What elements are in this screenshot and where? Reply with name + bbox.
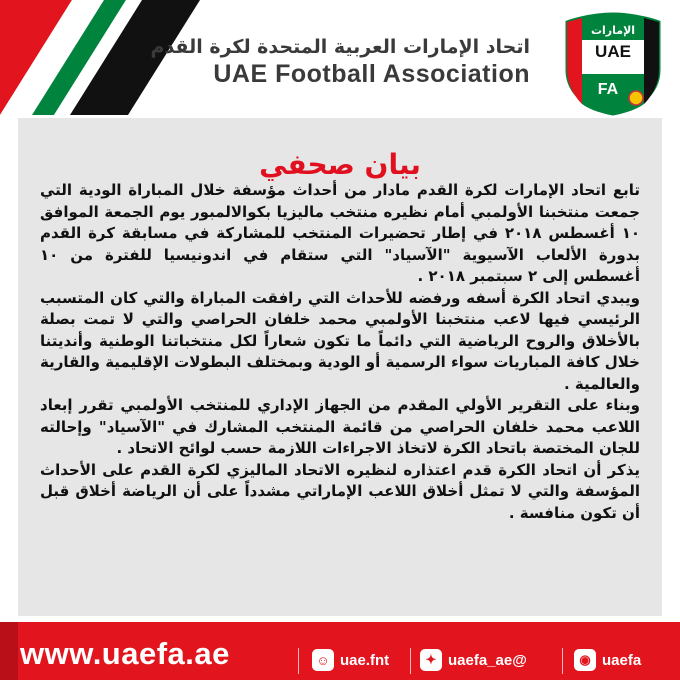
- footer-divider: [298, 648, 299, 674]
- statement-paragraph-3: وبناء على التقرير الأولي المقدم من الجهاز الإداري للمنتخب الأولمبي تقرر إبعاد اللاعب محمد خلفان الحراصي من قائمة المنتخب المشارك في "الآسياد" وإحالته للجان المختصة باتحاد الكرة لاتخاذ الاجراءات اللازمة حسب لوائح الاتحاد .: [40, 396, 640, 457]
- header-title-english: UAE Football Association: [213, 60, 530, 88]
- statement-panel: [18, 118, 662, 616]
- statement-title: بيان صحفي: [259, 148, 421, 181]
- logo-arabic-text: الإمارات: [590, 24, 636, 37]
- twitter-icon: ✦: [420, 649, 442, 671]
- logo-fa-text: FA: [597, 81, 619, 98]
- footer-edge: [0, 622, 18, 680]
- statement-body: [40, 180, 640, 524]
- footer-divider: [410, 648, 411, 674]
- snapchat-label: uae.fnt: [340, 651, 390, 669]
- instagram-icon: ◉: [574, 649, 596, 671]
- instagram-label: uaefa: [602, 651, 642, 669]
- logo-uae-text: UAE: [595, 42, 631, 61]
- website-link[interactable]: www.uaefa.ae: [20, 636, 230, 671]
- twitter-handle[interactable]: [420, 646, 527, 674]
- uae-fa-logo: [562, 12, 664, 116]
- statement-paragraph-2: ويبدي اتحاد الكرة أسفه ورفضه للأحداث التي رافقت المباراة والتي كان المتسبب الرئيسي فيها لاعب منتخبنا الأولمبي محمد خلفان الحراصي والتي لا تمت بصلة بالأخلاق والروح الرياضية التي دائماً ما تكون شعاراً لكل منتخباتنا الوطنية وأنديتنا خلال كافة المباريات سواء الرسمية أو الودية وبمختلف البطولات الإقليمية والقارية والعالمية .: [40, 288, 640, 393]
- statement-paragraph-4: يذكر أن اتحاد الكرة قدم اعتذاره لنظيره الاتحاد الماليزي لكرة القدم على الأحداث المؤسفة والتي لا تمثل أخلاق اللاعب الإماراتي مشدداً على أن الرياضة أخلاق قبل أن تكون منافسة .: [40, 460, 640, 522]
- instagram-handle[interactable]: [574, 646, 641, 674]
- statement-paragraph-1: تابع اتحاد الإمارات لكرة القدم مادار من أحداث مؤسفة خلال المباراة الودية التي جمعت منتخبنا الأولمبي أمام نظيره منتخب ماليزيا بكوالالمبور يوم الجمعة الموافق ١٠ أغسطس ٢٠١٨ في إطار تحضيرات المنتخب للمشاركة في مسابقة كرة القدم بدورة الألعاب الآسيوية "الآسياد" التي ستقام في اندونيسيا للفترة من ١٠ أغسطس إلى ٢ سبتمبر ٢٠١٨ .: [40, 181, 640, 285]
- snapchat-icon: ☺: [312, 649, 334, 671]
- football-icon: [629, 91, 643, 105]
- header-title-arabic: اتحاد الإمارات العربية المتحدة لكرة القدم: [150, 36, 530, 58]
- twitter-label: uaefa_ae@: [448, 651, 527, 669]
- footer-divider: [562, 648, 563, 674]
- snapchat-handle[interactable]: [312, 646, 389, 674]
